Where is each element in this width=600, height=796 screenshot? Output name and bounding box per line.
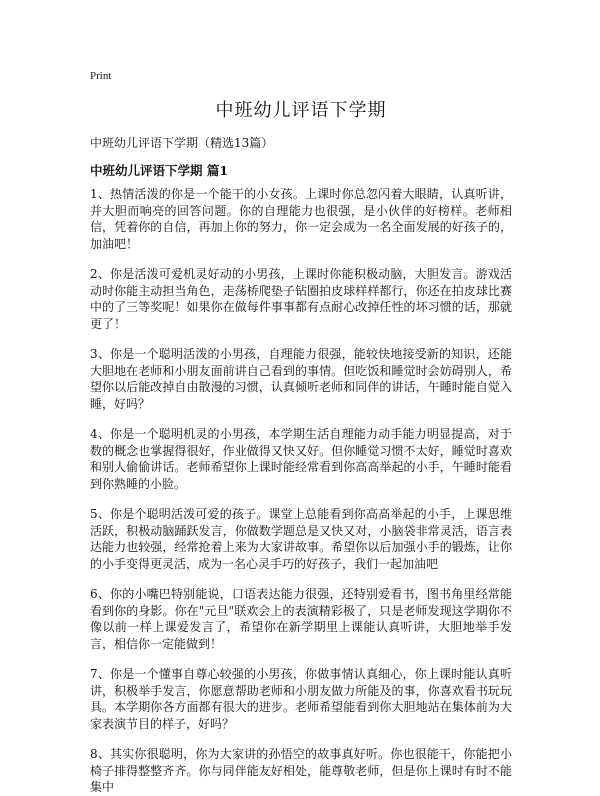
paragraph-7: 7、你是一个懂事自尊心较强的小男孩，你做事情认真细心，你上课时能认真听讲，积极举手发言，你愿意帮助老师和小朋友做力所能及的事，你喜欢看书玩玩具。本学期你各方面都有很大的进步。老师希望能看到你大胆地站在集体前为大家表演节目的样子，好吗？ (90, 667, 512, 731)
document-subtitle: 中班幼儿评语下学期（精选13篇） (90, 136, 274, 150)
paragraph-8: 8、其实你很聪明，你为大家讲的孙悟空的故事真好听。你也很能干，你能把小椅子排得整整齐齐。你与同伴能友好相处，能尊敬老师，但是你上课时有时不能集中 (90, 747, 512, 794)
paragraph-5: 5、你是个聪明活泼可爱的孩子。课堂上总能看到你高高举起的小手，上课思维活跃，积极动脑踊跃发言，你做数学题总是又快又对，小脑袋非常灵活，语言表达能力也较强，经常抢着上来为大家讲故事。希望你以后加强小手的锻炼，让你的小手变得更灵活，成为一名心灵手巧的好孩子，我们一起加油吧 (90, 507, 512, 571)
document-body (90, 186, 512, 794)
paragraph-3: 3、你是一个聪明活泼的小男孩，自理能力很强，能较快地接受新的知识，还能大胆地在老师和小朋友面前讲自己看到的事情。但吃饭和睡觉时会妨碍别人，希望你以后能改掉自由散漫的习惯，认真倾听老师和同伴的讲话，午睡时能自觉入睡，好吗？ (90, 347, 512, 411)
paragraph-6: 6、你的小嘴巴特别能说，口语表达能力很强，还特别爱看书，图书角里经常能看到你的身影。你在"元旦"联欢会上的表演精彩极了，只是老师发现这学期你不像以前一样上课爱发言了，希望你在新学期里上课能认真听讲，大胆地举手发言，相信你一定能做到！ (90, 587, 512, 651)
print-link[interactable]: Print (90, 70, 112, 82)
page-title: 中班幼儿评语下学期 (215, 100, 387, 121)
section-heading: 中班幼儿评语下学期 篇1 (90, 163, 229, 178)
paragraph-4: 4、你是一个聪明机灵的小男孩，本学期生活自理能力动手能力明显提高，对于数的概念也掌握得很好，作业做得又快又好。但你睡觉习惯不太好，睡觉时喜欢和别人偷偷讲话。老师希望你上课时能经常看到你高高举起的小手，午睡时能看到你熟睡的小脸。 (90, 427, 512, 491)
paragraph-1: 1、热情活泼的你是一个能干的小女孩。上课时你总忽闪着大眼睛，认真听讲，并大胆而响亮的回答问题。你的自理能力也很强，是小伙伴的好榜样。老师相信，凭着你的自信，再加上你的努力，你一定会成为一名全面发展的好孩子的，加油吧！ (90, 187, 512, 251)
paragraph-2: 2、你是活泼可爱机灵好动的小男孩，上课时你能积极动脑，大胆发言。游戏活动时你能主动担当角色，走荡桥爬垫子钻圈拍皮球样样都行，你还在拍皮球比赛中的了三等奖呢！如果你在做每件事事都有点耐心改掉任性的坏习惯的话，那就更了！ (90, 267, 512, 331)
